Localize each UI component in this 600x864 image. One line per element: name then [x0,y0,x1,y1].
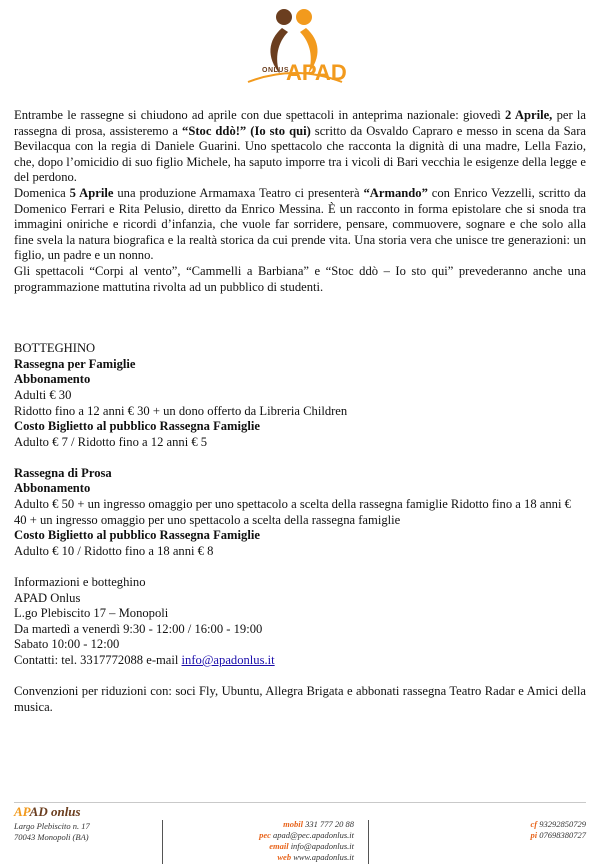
footer-address-line-1: Largo Plebiscito n. 17 [14,821,90,831]
footer-address-line-2: 70043 Monopoli (BA) [14,832,89,842]
mobil-label: mobil [283,819,303,829]
footer-email-label: email [269,841,289,851]
intro-p2-show-title: “Armando” [363,185,428,200]
footer-title-ap: AP [14,804,30,819]
pi-value: 07698380727 [539,830,586,840]
cf-label: cf [530,819,538,829]
convenzioni-paragraph: Convenzioni per riduzioni con: soci Fly, Ubuntu, Allegra Brigata e abbonati rassegna Teatro Radar e Amici della musica. [14,684,586,714]
document-body [14,108,586,715]
info-line-2: APAD Onlus [14,590,81,605]
web-label: web [277,852,292,862]
letterhead-footer [14,802,586,864]
info-section [14,575,586,669]
footer-tax-ids [414,819,586,841]
intro-p1-text-c: per la rassegna di prosa, assisteremo a [14,108,586,138]
intro-p2-text-e: con Enrico Vezzelli, scritto da Domenico Ferrari e Rita Pelusio, diretto da Enrico Messina. È un racconto in forma epistolare che si snoda tra immagini oniriche e ricordi d’infanzia, che vuole far sorridere, pensare, commuovere, sognare e che solo alla fine svela la natura biografica e la realtà storica da cui prende vita. Una storia vera che unisce tre generazioni: un figlio, un padre e un nonno. [14,185,587,263]
contatti-text: Contatti: tel. 3317772088 e-mail [14,653,182,667]
botteghino-famiglie-section [14,341,586,450]
intro-p2-text-c: una produzione Armamaxa Teatro ci presenterà [113,185,364,200]
footer-email-value: info@apadonlus.it [290,841,354,851]
pi-label: pi [530,830,538,840]
web-value: www.apadonlus.it [293,852,354,862]
famiglie-costo-title: Costo Biglietto al pubblico Rassegna Famiglie [14,419,260,434]
famiglie-abbonamento: Abbonamento [14,372,91,387]
info-line-3: L.go Plebiscito 17 – Monopoli [14,606,169,621]
intro-paragraph-1 [14,108,586,186]
famiglie-costo: Adulto € 7 / Ridotto fino a 12 anni € 5 [14,434,208,449]
info-contatti [14,653,586,669]
footer-separator-right [368,820,369,864]
botteghino-prosa-section [14,466,586,560]
footer-title-rest: AD onlus [29,804,81,819]
prosa-costo-title: Costo Biglietto al pubblico Rassegna Famiglie [14,528,260,543]
prosa-abbonamento: Abbonamento [14,481,91,496]
famiglie-ridotto: Ridotto fino a 12 anni € 30 + un dono offerto da Libreria Children [14,403,348,418]
logo-apad-text: APAD [286,60,347,85]
footer-title [14,804,81,820]
intro-paragraph-2 [14,186,586,264]
famiglie-title: Rassegna per Famiglie [14,356,136,371]
footer-address [14,821,90,843]
intro-p1-show-title: “Stoc ddò!” (Io sto qui) [182,123,311,138]
info-line-1: Informazioni e botteghino [14,575,146,590]
prosa-desc: Adulto € 50 + un ingresso omaggio per uno spettacolo a scelta della rassegna famiglie Ridotto fino a 18 anni € 40 + un ingresso omaggio per uno spettacolo a scelta della rassegna famiglie [14,497,571,527]
info-line-4: Da martedì a venerdì 9:30 - 12:00 / 16:00 - 19:00 [14,621,263,636]
prosa-costo: Adulto € 10 / Ridotto fino a 18 anni € 8 [14,543,214,558]
mobil-value: 331 777 20 88 [305,819,354,829]
pec-value: apad@pec.apadonlus.it [272,830,354,840]
footer-divider [14,802,586,803]
intro-p1-date: 2 Aprile, [505,108,553,122]
footer-separator-left [162,820,163,864]
intro-p2-text-a: Domenica [14,185,70,200]
logo-onlus-text: ONLUS [262,67,289,74]
info-line-5: Sabato 10:00 - 12:00 [14,637,120,652]
intro-p1-text-e: scritto da Osvaldo Capraro e messo in scena da Sara Bevilacqua con la regia di Daniele Guarini. Uno spettacolo che racconta la dignità di una madre, Lella Fazio, che, dopo l’omicidio di suo figlio Michele, ha saputo imporre tra i vicoli di Bari vecchia le esigenze della legge e del perdono. [14,123,586,185]
pec-label: pec [259,830,271,840]
intro-paragraph-3: Gli spettacoli “Corpi al vento”, “Cammelli a Barbiana” e “Stoc ddò – Io sto qui” prevederanno anche una programmazione mattutina rivolta ad un pubblico di studenti. [14,263,586,294]
footer-contacts [184,819,354,863]
email-link[interactable]: info@apadonlus.it [181,653,275,667]
botteghino-heading: BOTTEGHINO [14,341,96,356]
intro-p2-date: 5 Aprile [69,185,114,200]
intro-p1-text-a: Entrambe le rassegne si chiudono ad aprile con due spettacoli in anteprima nazionale: giovedì [14,108,506,122]
prosa-title: Rassegna di Prosa [14,465,112,480]
famiglie-adulti: Adulti € 30 [14,387,72,402]
cf-value: 93292850729 [539,819,586,829]
